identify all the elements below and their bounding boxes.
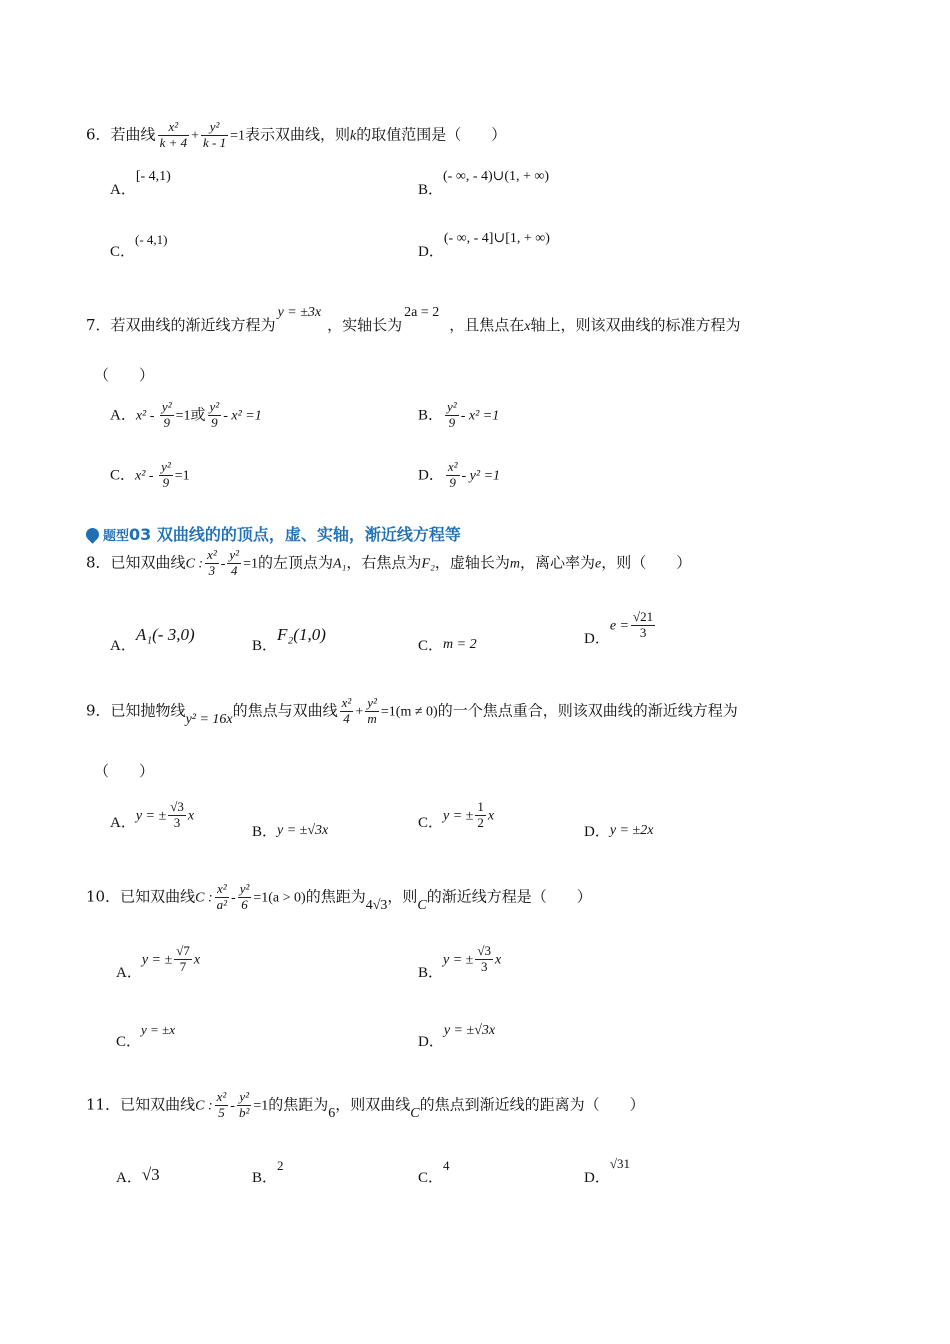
q7-a-frac: $\frac{\text{y²}}{9}$ xyxy=(161,399,172,430)
q9-stem: 9．已知抛物线y² = 16x的焦点与双曲线 $\frac{\text{x²}}{4}$ + $\frac{\text{y²}}{m}$ =1(m ≠ 0)的一个焦点重合，则该双曲线的渐近线方程为 xyxy=(86,695,738,728)
q6-option-d[interactable]: D．(- ∞, - 4]∪[1, + ∞) xyxy=(418,231,550,260)
q9-option-c[interactable]: C．y = ± $\frac{1}{2}$ x xyxy=(418,799,495,832)
q8-d-frac: $\frac{√21}{3}$ xyxy=(633,609,654,640)
q7-stem: 7．若双曲线的渐近线方程为y = ±3x，实轴长为2a = 2，且焦点在x轴上，则该双曲线的标准方程为 xyxy=(86,305,741,334)
q9-option-b[interactable]: B．y = ±√3x xyxy=(252,823,329,840)
q10-option-c[interactable]: C．y = ±x xyxy=(116,1022,175,1050)
section-header: 题型03 双曲线的的顶点，虚、实轴，渐近线方程等 xyxy=(86,522,461,545)
q10-b-frac: $\frac{√3}{3}$ xyxy=(477,943,492,974)
q6-frac-y: $\frac{\text{y²}}{k - 1}$ xyxy=(203,119,227,150)
q11-option-c[interactable]: C．4 xyxy=(418,1158,450,1186)
q8-frac-x: $\frac{\text{x²}}{3}$ xyxy=(207,547,217,578)
q6-stem: 6．若曲线 $\frac{\text{x²}}{k + 4}$ + $\frac{\text{y²}}{k - 1}$ =1表示双曲线，则k的取值范围是（ ） xyxy=(86,119,507,150)
q8-option-b[interactable]: B．F₂(1,0) xyxy=(252,625,326,654)
q9-option-d[interactable]: D．y = ±2x xyxy=(584,823,654,840)
q11-option-a[interactable]: A．√3 xyxy=(116,1165,160,1186)
q7-option-d[interactable]: D． $\frac{\text{x²}}{9}$ - y² =1 xyxy=(418,459,501,490)
q6-option-a[interactable]: A．[- 4,1) xyxy=(110,169,171,198)
q7-paren: （ ） xyxy=(94,366,155,384)
q7-b-frac: $\frac{\text{y²}}{9}$ xyxy=(447,399,457,430)
q11-frac-y: $\frac{\text{y²}}{\text{b²}}$ xyxy=(238,1089,250,1120)
q11-stem: 11．已知双曲线C : $\frac{\text{x²}}{5}$ - $\frac{\text{y²}}{\text{b²}}$ =1的焦距为6，则双曲线C的焦点到渐近线的距离为（ ） xyxy=(86,1089,645,1122)
q9-frac-x: $\frac{\text{x²}}{4}$ xyxy=(341,695,352,726)
q7-c-frac: $\frac{\text{y²}}{9}$ xyxy=(161,459,171,490)
q10-option-a[interactable]: A．y = ± $\frac{√7}{7}$ x xyxy=(116,943,201,982)
q10-stem: 10．已知双曲线C : $\frac{\text{x²}}{\text{a²}}$ - $\frac{\text{y²}}{6}$ =1(a > 0)的焦距为4√3，则C的渐近线方程是（ ） xyxy=(86,881,592,914)
q6-option-c[interactable]: C．(- 4,1) xyxy=(110,232,168,260)
q10-option-d[interactable]: D．y = ±√3x xyxy=(418,1023,496,1050)
q6-option-b[interactable]: B．(- ∞, - 4)∪(1, + ∞) xyxy=(418,169,550,198)
q7-option-b[interactable]: B． $\frac{\text{y²}}{9}$ - x² =1 xyxy=(418,399,500,430)
q11-frac-x: $\frac{\text{x²}}{5}$ xyxy=(216,1089,227,1120)
location-pin-icon xyxy=(83,525,101,543)
q9-c-frac: $\frac{1}{2}$ xyxy=(477,799,484,830)
q9-a-frac: $\frac{√3}{3}$ xyxy=(170,799,184,830)
q8-option-d[interactable]: D．e = $\frac{√21}{3}$ xyxy=(584,609,654,648)
q7-option-c[interactable]: C．x² - $\frac{\text{y²}}{9}$ =1 xyxy=(110,459,190,490)
q8-option-c[interactable]: C．m = 2 xyxy=(418,637,477,654)
q9-option-a[interactable]: A．y = ± $\frac{√3}{3}$ x xyxy=(110,799,195,832)
q8-option-a[interactable]: A．A₁(- 3,0) xyxy=(110,625,195,654)
q11-option-b[interactable]: B．2 xyxy=(252,1158,284,1186)
q7-d-frac: $\frac{\text{x²}}{9}$ xyxy=(447,459,458,490)
q9-paren: （ ） xyxy=(94,762,155,780)
q11-option-d[interactable]: D．√31 xyxy=(584,1156,630,1186)
q10-frac-y: $\frac{\text{y²}}{6}$ xyxy=(239,881,250,912)
q7-option-a[interactable]: A．x² - $\frac{\text{y²}}{9}$ =1或 $\frac{\text{y²}}{9}$ - x² =1 xyxy=(110,399,262,430)
q10-a-frac: $\frac{√7}{7}$ xyxy=(176,943,190,974)
q8-stem: 8．已知双曲线C : $\frac{\text{x²}}{3}$ - $\frac{\text{y²}}{4}$ =1的左顶点为A₁，右焦点为F₂，虚轴长为m，离心率为e，则（ ） xyxy=(86,547,692,578)
q8-frac-y: $\frac{\text{y²}}{4}$ xyxy=(229,547,240,578)
q7-a-frac2: $\frac{\text{y²}}{9}$ xyxy=(209,399,220,430)
q6-frac-x: $\frac{\text{x²}}{k + 4}$ xyxy=(159,119,188,150)
q10-frac-x: $\frac{\text{x²}}{\text{a²}}$ xyxy=(216,881,228,912)
q10-option-b[interactable]: B．y = ± $\frac{√3}{3}$ x xyxy=(418,943,502,982)
q9-frac-y: $\frac{\text{y²}}{m}$ xyxy=(367,695,377,726)
